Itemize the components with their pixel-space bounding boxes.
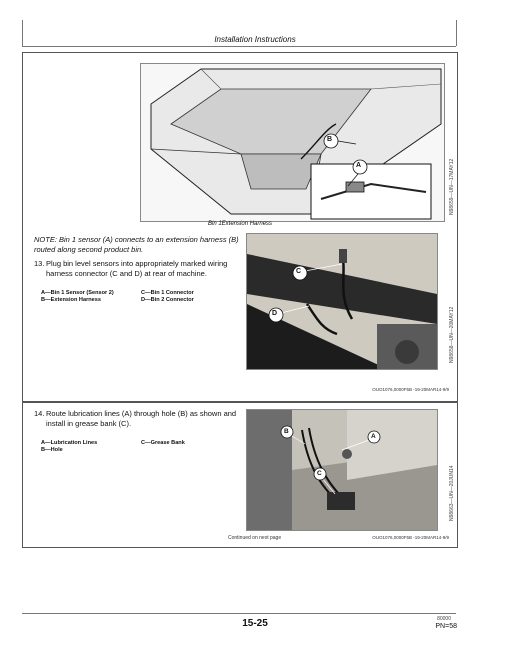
footer-code: 80000 — [437, 616, 451, 622]
image1-side-reference: N98659—UN—17MAY12 — [449, 158, 455, 215]
footer-rule — [22, 613, 456, 614]
bin-drawing — [141, 64, 444, 221]
step-14-number: 14. — [34, 409, 45, 418]
page-number: 15-25 — [242, 618, 268, 629]
callout-b-label: B — [284, 428, 289, 435]
legend-item-d: D—Bin 2 Connector — [141, 297, 194, 303]
header-rule — [22, 46, 456, 47]
legend-item-c: C—Bin 1 Connector — [141, 290, 194, 296]
callout-b-label: B — [327, 136, 333, 143]
image-reference-code: OUO1076,0000F5B -19-20MAR14-9/9 — [372, 387, 449, 392]
step-14 — [34, 409, 240, 429]
image-caption: Bin 1Extension Harness — [208, 221, 273, 227]
callout-d-label: D — [272, 310, 278, 317]
callout-a-label: A — [371, 433, 376, 440]
note-text: NOTE: Bin 1 sensor (A) connects to an extension harness (B) routed along second product bin. — [34, 235, 239, 254]
grease-bank-photo — [246, 409, 438, 531]
legend-item-b: B—Extension Harness — [41, 297, 101, 303]
step-13-number: 13. — [34, 259, 45, 268]
callout-c-label: C — [296, 268, 302, 275]
connector-photo-art — [247, 234, 437, 369]
page-header-title: Installation Instructions — [214, 35, 296, 44]
legend-item-a: A—Lubrication Lines — [41, 440, 98, 446]
image-reference-code: OUO1076,0000F5B -19-20MAR14-9/9 — [372, 535, 449, 540]
step-13 — [34, 259, 240, 279]
image2-side-reference: N98658—UN—20MAY12 — [449, 306, 455, 363]
legend-item-a: A—Bin 1 Sensor (Sensor 2) — [41, 290, 114, 296]
instruction-section-1 — [22, 52, 458, 402]
legend-item-c: C—Grease Bank — [141, 440, 185, 446]
callout-a-label: A — [356, 162, 362, 169]
bin-harness-illustration — [140, 63, 445, 222]
rear-connector-photo — [246, 233, 438, 370]
footer-pn: PN=58 — [435, 623, 457, 630]
grease-photo-art — [247, 410, 437, 530]
legend-item-b: B—Hole — [41, 447, 63, 453]
instruction-section-2 — [22, 402, 458, 548]
image-side-reference: N98663—UN—20JUN14 — [449, 465, 455, 521]
callout-c-label: C — [317, 470, 322, 477]
step-14-text: Route lubrication lines (A) through hole (B) as shown and install in grease bank (C). — [46, 409, 237, 428]
continued-note: Continued on next page — [228, 535, 282, 541]
step-13-text: Plug bin level sensors into appropriately marked wiring harness connector (C and D) at rear of machine. — [46, 259, 228, 278]
